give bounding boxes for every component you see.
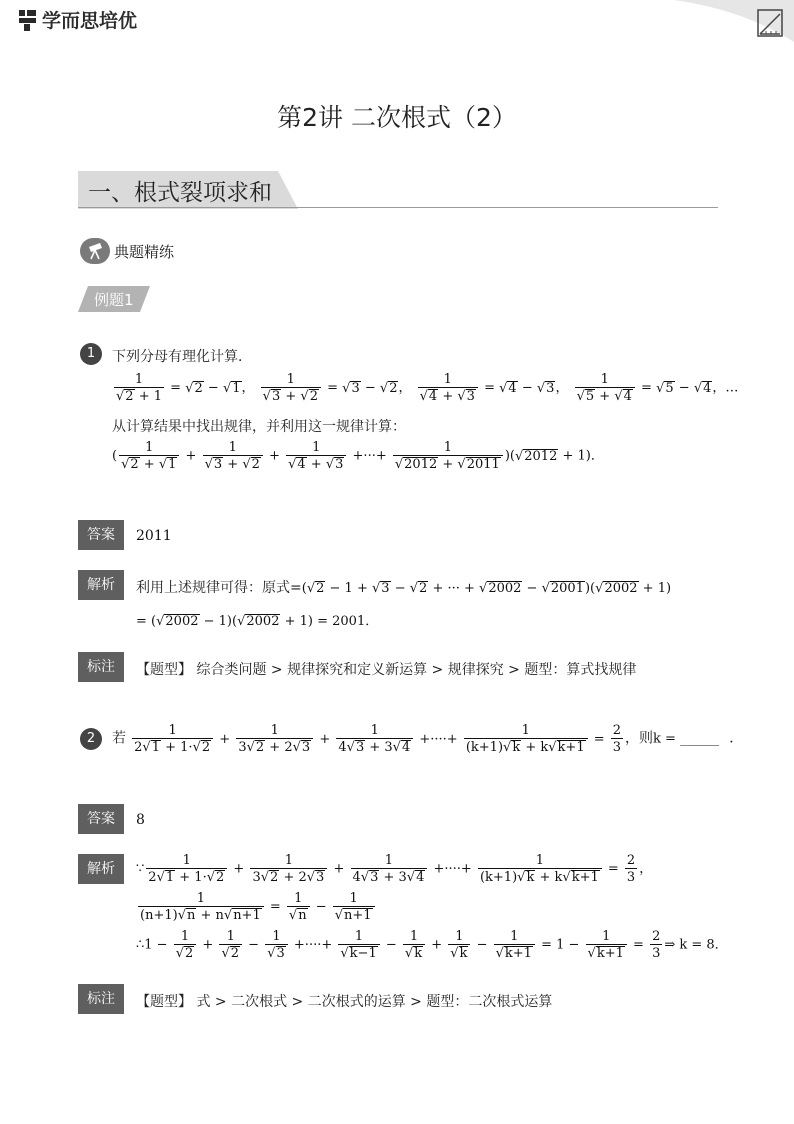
question2-period: ． — [729, 730, 744, 747]
brand-name: 学而思培优 — [42, 10, 138, 32]
analysis-tag: 解析 — [78, 570, 124, 600]
analysis-tag-2: 解析 — [78, 854, 124, 884]
rationalize-examples: $\frac{1}{√2 + 1}$ = √2 − √1， $\frac{1}{√3 + √2}$ = √3 − √2， $\frac{1}{√4 + √3}$ = √4 − √3， $\frac{1}{√5 + √4}$ = √5 − √4，… — [116, 372, 739, 404]
question-number-2: 2 — [80, 728, 102, 750]
telescope-icon — [80, 238, 110, 264]
question2-then: ，则 — [625, 730, 654, 747]
analysis-math1: (√2 − 1 + √3 − √2 + ··· + √2002 − √2001)(√2002 + 1) — [301, 581, 672, 596]
analysis-text: 利用上述规律可得：原式= — [136, 580, 302, 596]
question-intro: 下列分母有理化计算． — [112, 349, 252, 365]
analysis2-conclusion: ⇒ k = 8． — [664, 937, 728, 953]
analysis2-line3: ∴1 − $\frac{1}{√2}$ + $\frac{1}{√2}$ − $\frac{1}{√3}$ +····+ $\frac{1}{√k-1}$ − $\frac{1}{√k}$ + $\frac{1}{√k}$ − $\frac{1}{√k+1}$ = 1 − $\frac{1}{√k+1}$ = $\frac{2}{3}$ ⇒ k = 8． — [136, 929, 728, 961]
note-text-2: 【题型】 式 > 二次根式 > 二次根式的运算 > 题型：二次根式运算 — [136, 994, 553, 1010]
question-number: 1 — [80, 343, 102, 365]
question2-expression: 若 $\frac{1}{2√1 + 1\cdot√2}$ + $\frac{1}{3√2 + 2√3}$ + $\frac{1}{4√3 + 3√4}$ +····+ $\frac{1}{(k+1)√k + k√k+1}$ = $\frac{2}{3}$ ，则k = ______ ． — [112, 723, 744, 755]
analysis2-line2: $\frac{1}{(n+1)√n + n√n+1}$ = $\frac{1}{√n}$ − $\frac{1}{√n+1}$ — [136, 891, 377, 923]
example-label: 例题1 — [94, 291, 134, 309]
brand-logo — [18, 6, 137, 33]
note-text: 【题型】 综合类问题 > 规律探究和定义新运算 > 规律探究 > 题型：算式找规律 — [136, 662, 637, 678]
section-underline — [78, 207, 718, 208]
section-title: 一、根式裂项求和 — [88, 180, 272, 206]
question2-lead: 若 — [112, 730, 126, 747]
question-line2: 从计算结果中找出规律，并利用这一规律计算： — [112, 419, 406, 435]
analysis-line1 — [136, 577, 671, 597]
page-title: 第2讲 二次根式（2） — [277, 103, 517, 132]
analysis-math2: = (√2002 − 1)(√2002 + 1) = 2001． — [136, 614, 379, 629]
question2-blank: k = ______ — [653, 731, 720, 747]
typical-label: 典题精练 — [114, 243, 175, 261]
answer-tag: 答案 — [78, 520, 124, 550]
answer-value-2: 8 — [136, 812, 145, 828]
note-tag: 标注 — [78, 652, 124, 682]
corner-decoration — [674, 0, 794, 42]
logo-icon — [18, 8, 38, 32]
analysis2-line1: ∵ $\frac{1}{2√1 + 1\cdot√2}$ + $\frac{1}{3√2 + 2√3}$ + $\frac{1}{4√3 + 3√4}$ +····+ $\frac{1}{(k+1)√k + k√k+1}$ = $\frac{2}{3}$ ， — [136, 853, 653, 885]
answer-tag-2: 答案 — [78, 804, 124, 834]
note-tag-2: 标注 — [78, 984, 124, 1014]
answer-value: 2011 — [136, 528, 172, 544]
question-expression: ( $\frac{1}{√2 + √1}$ + $\frac{1}{√3 + √2}$ + $\frac{1}{√4 + √3}$ +···+ $\frac{1}{√2012 + √2011}$ )(√2012 + 1)． — [112, 440, 604, 472]
